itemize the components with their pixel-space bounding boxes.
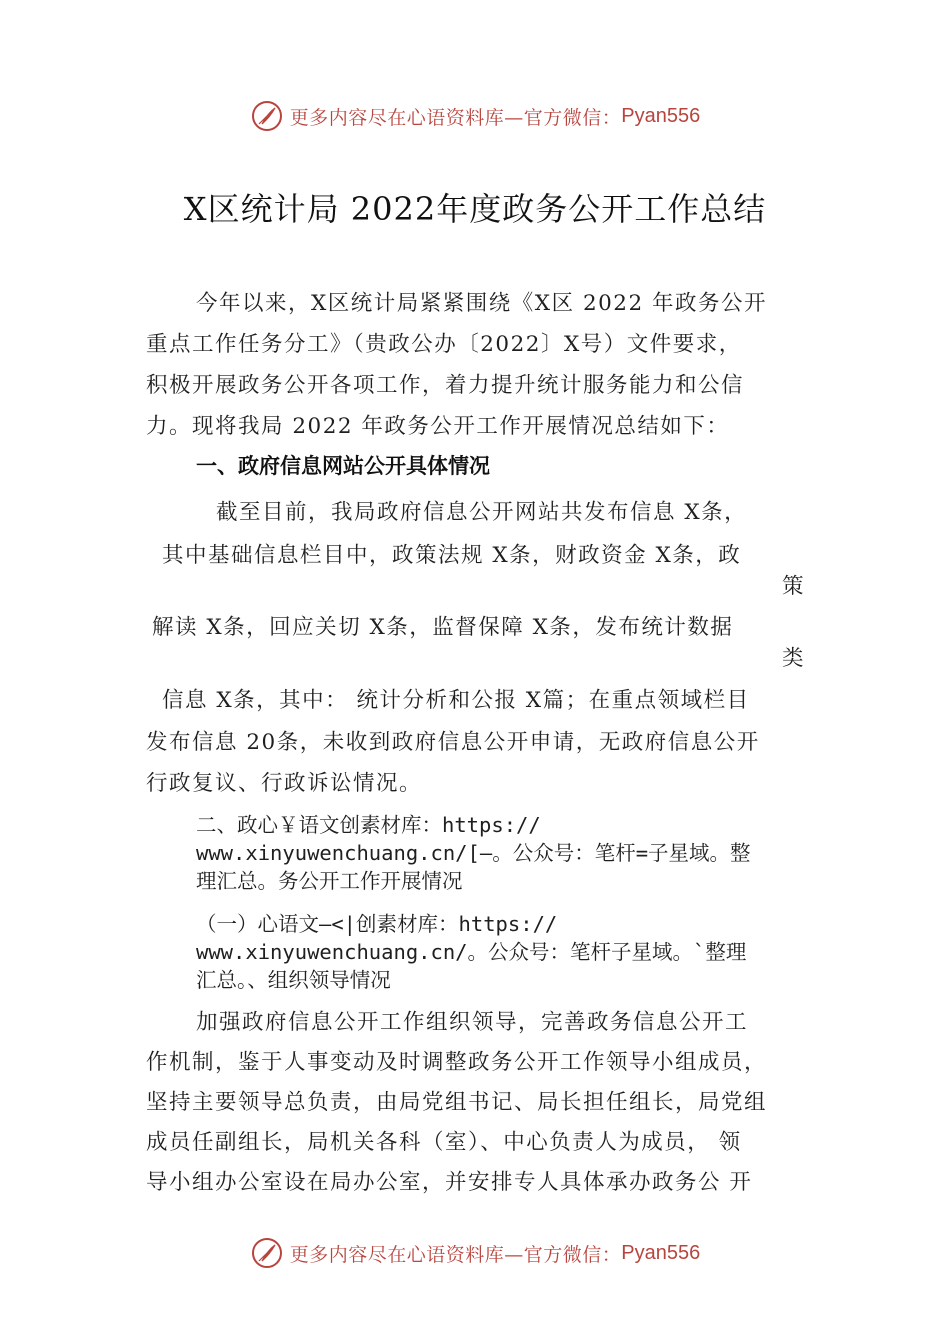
body-line: 导小组办公室设在局办公室，并安排专人具体承办政务公 开 [146,1170,753,1195]
body-line: 坚持主要领导总负责，由局党组书记、局长担任组长，局党组 [146,1090,768,1115]
section2-line: www.xinyuwenchuang.cn/[—。公众号：笔杆=子星域。整 [196,841,751,865]
section1-line: 其中基础信息栏目中，政策法规 X条，财政资金 X条，政 [162,543,742,568]
watermark-wechat-id: Pyan556 [621,104,701,127]
section2-1-line: 汇总。、组织领导情况 [196,968,391,992]
document-title: X区统计局 2022年度政务公开工作总结 [183,190,767,228]
section1-line: 行政复议、行政诉讼情况。 [146,771,423,796]
body-line: 成员任副组长，局机关各科（室）、中心负责人为成员， 领 [146,1130,742,1155]
body-line: 加强政府信息公开工作组织领导，完善政务信息公开工 [196,1010,749,1035]
section2-line: 理汇总。务公开工作开展情况 [196,869,463,893]
section2-1-line: www.xinyuwenchuang.cn/。公众号：笔杆子星域。`整理 [196,940,747,964]
watermark-text: 更多内容尽在心语资料库—官方微信： [289,1243,622,1266]
watermark-top [0,96,950,136]
intro-line: 积极开展政务公开各项工作，着力提升统计服务能力和公信 [146,373,745,398]
section1-line: 截至目前，我局政府信息公开网站共发布信息 X条， [216,500,748,525]
section2-1-line: （一）心语文—<|创素材库：https:// [196,912,558,936]
intro-line: 力。现将我局 2022 年政务公开工作开展情况总结如下： [146,414,730,439]
quill-logo-icon [250,1236,284,1270]
intro-line: 重点工作任务分工》（贵政公办〔2022〕X号）文件要求， [146,332,742,357]
section1-line: 信息 X条，其中： 统计分析和公报 X篇；在重点领域栏目 [162,688,750,713]
watermark-wechat-id: Pyan556 [621,1241,701,1264]
section1-line: 类 [782,646,806,671]
watermark-text: 更多内容尽在心语资料库—官方微信： [289,106,622,129]
section1-line: 解读 X条，回应关切 X条，监督保障 X条，发布统计数据 [152,615,734,640]
section2-line: 二、政心￥语文创素材库：https:// [196,813,541,837]
watermark-bottom [0,1233,950,1273]
section1-line: 策 [782,574,806,599]
section1-line: 发布信息 20条，未收到政府信息公开申请，无政府信息公开 [146,730,760,755]
body-line: 作机制，鉴于人事变动及时调整政务公开工作领导小组成员， [146,1050,768,1075]
intro-line: 今年以来，X区统计局紧紧围绕《X区 2022 年政务公开 [196,291,767,316]
quill-logo-icon [250,99,284,133]
section-heading-1: 一、政府信息网站公开具体情况 [196,454,490,478]
